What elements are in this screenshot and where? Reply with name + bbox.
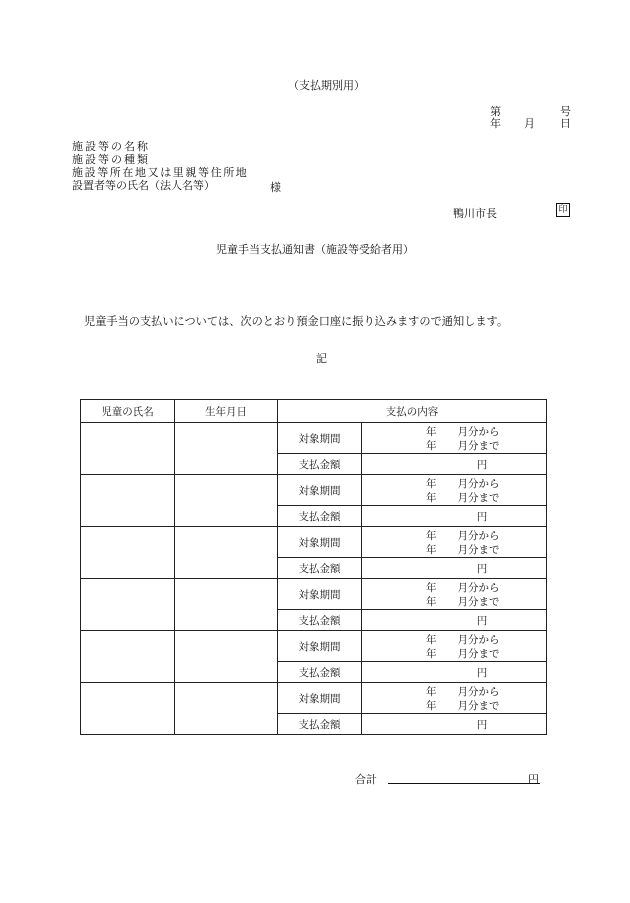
amount-yen: 円 bbox=[476, 510, 488, 523]
amount-yen: 円 bbox=[476, 666, 488, 679]
birth-date-cell bbox=[175, 527, 278, 579]
number-suffix: 号 bbox=[560, 105, 571, 118]
period-from: 年 月分から bbox=[426, 582, 500, 594]
amount-value bbox=[362, 506, 547, 527]
facility-type-label: 施設等の種類 bbox=[72, 153, 150, 166]
birth-date-cell bbox=[175, 475, 278, 527]
total-yen: 円 bbox=[528, 773, 539, 786]
amount-value bbox=[362, 610, 547, 631]
amount-label: 支払金額 bbox=[278, 506, 362, 527]
amount-value bbox=[362, 662, 547, 683]
table-row bbox=[81, 579, 547, 610]
facility-address-label: 施設等所在地又は里親等住所地 bbox=[72, 166, 249, 179]
period-label: 対象期間 bbox=[278, 631, 362, 662]
period-to: 年 月分まで bbox=[426, 596, 500, 608]
period-value bbox=[362, 683, 547, 714]
birth-date-cell bbox=[175, 423, 278, 475]
table-row bbox=[81, 631, 547, 662]
notice-body: 児童手当の支払いについては、次のとおり預金口座に振り込みますので通知します。 bbox=[84, 315, 509, 328]
amount-yen: 円 bbox=[476, 458, 488, 471]
amount-value bbox=[362, 454, 547, 475]
child-name-cell bbox=[81, 475, 175, 527]
period-to: 年 月分まで bbox=[426, 544, 500, 556]
amount-yen: 円 bbox=[476, 718, 488, 731]
amount-yen: 円 bbox=[476, 614, 488, 627]
period-from: 年 月分から bbox=[426, 686, 500, 698]
mayor-label: 鴨川市長 bbox=[453, 207, 497, 220]
ki-label: 記 bbox=[316, 352, 327, 365]
table-row bbox=[81, 683, 547, 714]
amount-label: 支払金額 bbox=[278, 714, 362, 735]
period-label: 対象期間 bbox=[278, 423, 362, 454]
child-name-cell bbox=[81, 683, 175, 735]
payment-table bbox=[80, 399, 547, 735]
period-to: 年 月分まで bbox=[426, 492, 500, 504]
birth-date-cell bbox=[175, 579, 278, 631]
period-to: 年 月分まで bbox=[426, 440, 500, 452]
period-from: 年 月分から bbox=[426, 634, 500, 646]
child-name-cell bbox=[81, 631, 175, 683]
child-name-cell bbox=[81, 527, 175, 579]
period-label: 対象期間 bbox=[278, 579, 362, 610]
period-value bbox=[362, 579, 547, 610]
period-value bbox=[362, 423, 547, 454]
amount-label: 支払金額 bbox=[278, 454, 362, 475]
header-child-name: 児童の氏名 bbox=[81, 400, 175, 423]
amount-label: 支払金額 bbox=[278, 662, 362, 683]
period-label: 対象期間 bbox=[278, 527, 362, 558]
date-day: 日 bbox=[560, 117, 571, 130]
header-payment-content: 支払の内容 bbox=[278, 400, 547, 423]
form-type-label: （支払期別用） bbox=[288, 79, 365, 92]
facility-name-label: 施設等の名称 bbox=[72, 140, 150, 153]
honorific: 様 bbox=[270, 181, 281, 194]
period-from: 年 月分から bbox=[426, 478, 500, 490]
period-label: 対象期間 bbox=[278, 683, 362, 714]
total-label: 合計 bbox=[355, 773, 377, 786]
child-name-cell bbox=[81, 423, 175, 475]
period-label: 対象期間 bbox=[278, 475, 362, 506]
document-title: 児童手当支払通知書（施設等受給者用） bbox=[216, 243, 414, 256]
table-header-row bbox=[81, 400, 547, 423]
period-from: 年 月分から bbox=[426, 530, 500, 542]
amount-yen: 円 bbox=[476, 562, 488, 575]
header-birth-date: 生年月日 bbox=[175, 400, 278, 423]
period-from: 年 月分から bbox=[426, 426, 500, 438]
number-prefix: 第 bbox=[490, 105, 501, 118]
period-value bbox=[362, 475, 547, 506]
period-value bbox=[362, 631, 547, 662]
date-month: 月 bbox=[524, 117, 535, 130]
total-amount-line bbox=[388, 783, 540, 784]
owner-name-label: 設置者等の氏名（法人名等） bbox=[72, 179, 215, 192]
child-name-cell bbox=[81, 579, 175, 631]
amount-value bbox=[362, 714, 547, 735]
period-value bbox=[362, 527, 547, 558]
birth-date-cell bbox=[175, 683, 278, 735]
birth-date-cell bbox=[175, 631, 278, 683]
table-row bbox=[81, 423, 547, 454]
seal-mark: 印 bbox=[556, 203, 570, 217]
table-row bbox=[81, 475, 547, 506]
amount-value bbox=[362, 558, 547, 579]
table-row bbox=[81, 527, 547, 558]
amount-label: 支払金額 bbox=[278, 558, 362, 579]
period-to: 年 月分まで bbox=[426, 648, 500, 660]
amount-label: 支払金額 bbox=[278, 610, 362, 631]
period-to: 年 月分まで bbox=[426, 700, 500, 712]
date-year: 年 bbox=[490, 117, 501, 130]
